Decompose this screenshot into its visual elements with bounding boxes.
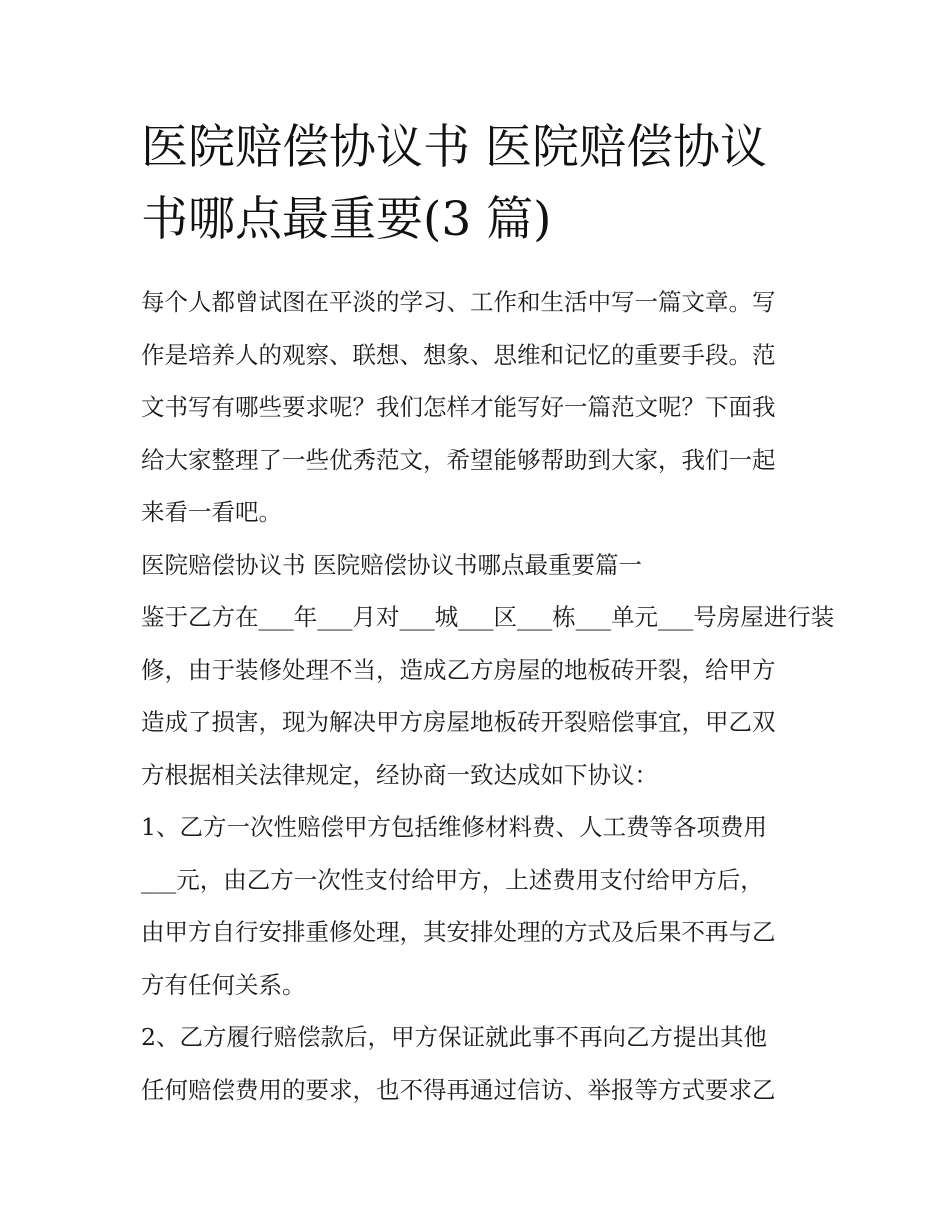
preamble-line: 鉴于乙方在___年___月对___城___区___栋___单元___号房屋进行装 [141,603,835,631]
section-heading-text: 医院赔偿协议书 医院赔偿协议书哪点最重要篇一 [141,550,642,579]
clause-1-line: ___元，由乙方一次性支付给甲方，上述费用支付给甲方后， [141,865,764,894]
intro-line: 给大家整理了一些优秀范文，希望能够帮助到大家，我们一起 [141,445,776,474]
clause-1-line: 方有任何关系。 [141,970,306,999]
document-page [141,112,835,1116]
clause-2-line: 2、乙方履行赔偿款后，甲方保证就此事不再向乙方提出其他 [141,1023,767,1051]
intro-line: 作是培养人的观察、联想、想象、思维和记忆的重要手段。范 [141,340,776,369]
intro-paragraph [141,276,813,539]
preamble-line: 造成了损害，现为解决甲方房屋地板砖开裂赔偿事宜，甲乙双 [141,708,776,736]
intro-line: 来看一看吧。 [141,498,282,526]
clause-1-line: 1、乙方一次性赔偿甲方包括维修材料费、人工费等各项费用 [141,813,767,841]
clause-2 [141,1011,813,1116]
intro-line: 每个人都曾试图在平淡的学习、工作和生活中写一篇文章。写 [141,288,776,316]
title-line-2: 书哪点最重要(3 篇) [141,192,552,247]
title-line-1: 医院赔偿协议书 医院赔偿协议 [141,120,767,175]
clause-1-line: 由甲方自行安排重修处理，其安排处理的方式及后果不再与乙 [141,918,776,946]
agreement-preamble [141,591,835,801]
intro-line: 文书写有哪些要求呢？我们怎样才能写好一篇范文呢？下面我 [141,393,776,421]
section-heading [141,539,813,592]
clause-1 [141,801,813,1011]
document-title [141,112,813,256]
preamble-line: 修，由于装修处理不当，造成乙方房屋的地板砖开裂，给甲方 [141,655,776,684]
clause-2-line: 任何赔偿费用的要求，也不得再通过信访、举报等方式要求乙 [141,1075,776,1104]
preamble-line: 方根据相关法律规定，经协商一致达成如下协议： [141,760,658,789]
